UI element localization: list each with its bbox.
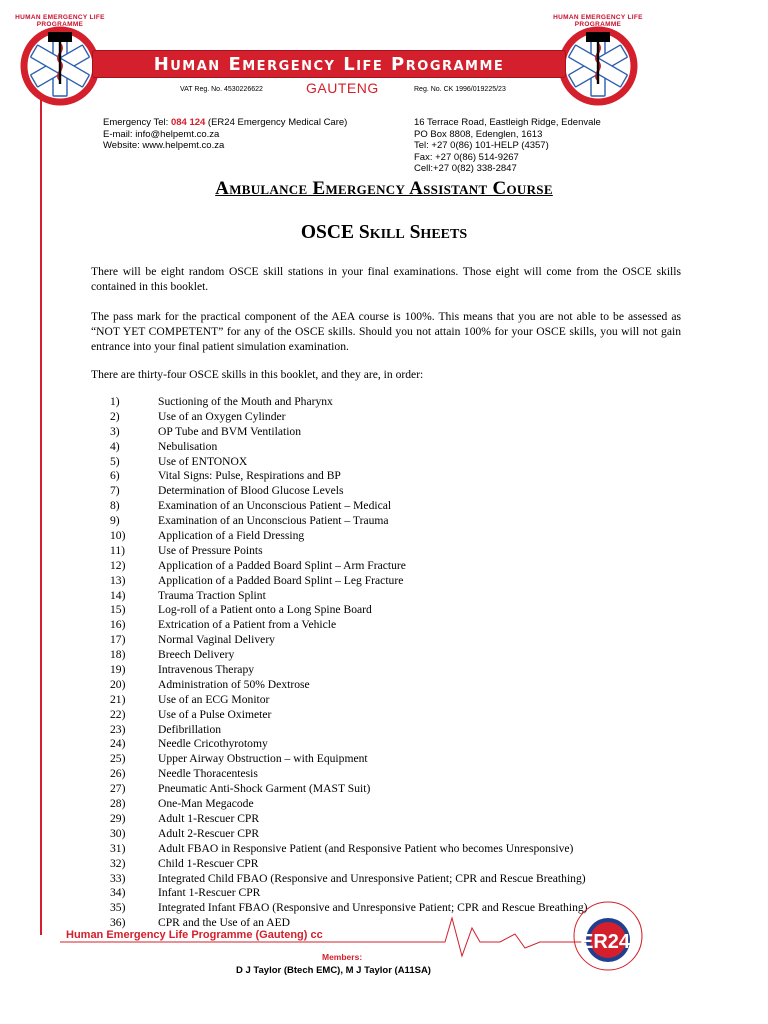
list-item xyxy=(110,469,588,484)
er24-logo-icon xyxy=(572,900,644,972)
list-item-label: Breech Delivery xyxy=(158,648,235,662)
list-item xyxy=(110,827,588,842)
list-item-number: 10) xyxy=(110,529,126,543)
list-item-label: Use of an Oxygen Cylinder xyxy=(158,409,286,423)
intro-paragraph-1: There will be eight random OSCE skill stations in your final examinations. Those eight will come from the OSCE skills contained in this booklet. xyxy=(91,265,681,293)
list-item-number: 13) xyxy=(110,573,126,587)
list-item-number: 29) xyxy=(110,811,126,825)
list-item-number: 18) xyxy=(110,648,126,662)
list-item-number: 8) xyxy=(110,499,120,513)
list-item-label: Use of an ECG Monitor xyxy=(158,692,270,706)
list-item xyxy=(110,455,588,470)
list-item xyxy=(110,559,588,574)
list-item xyxy=(110,812,588,827)
list-item xyxy=(110,663,588,678)
list-item-number: 5) xyxy=(110,454,120,468)
list-item-label: Upper Airway Obstruction – with Equipment xyxy=(158,752,368,766)
list-item-label: Defibrillation xyxy=(158,722,222,736)
list-item-number: 4) xyxy=(110,439,120,453)
header-banner xyxy=(92,50,566,78)
email-line: E-mail: info@helpemt.co.za xyxy=(103,128,220,140)
list-item-number: 32) xyxy=(110,856,126,870)
list-item-number: 19) xyxy=(110,663,126,677)
list-item-number: 34) xyxy=(110,886,126,900)
list-item xyxy=(110,574,588,589)
list-item-number: 9) xyxy=(110,514,120,528)
list-item-number: 27) xyxy=(110,782,126,796)
list-item-number: 23) xyxy=(110,722,126,736)
list-item-label: Vital Signs: Pulse, Respirations and BP xyxy=(158,469,341,483)
contact-right xyxy=(414,117,601,175)
list-item xyxy=(110,603,588,618)
list-item-number: 25) xyxy=(110,752,126,766)
list-item xyxy=(110,767,588,782)
list-item xyxy=(110,797,588,812)
footer-organisation: Human Emergency Life Programme (Gauteng) cc xyxy=(66,929,323,941)
list-item xyxy=(110,618,588,633)
fax-line: Fax: +27 0(86) 514-9267 xyxy=(414,151,519,163)
list-item xyxy=(110,648,588,663)
list-item-label: Determination of Blood Glucose Levels xyxy=(158,484,344,498)
list-item-label: Extrication of a Patient from a Vehicle xyxy=(158,618,337,632)
list-item-number: 36) xyxy=(110,916,126,930)
list-item xyxy=(110,499,588,514)
list-item-number: 14) xyxy=(110,588,126,602)
footer-members: D J Taylor (Btech EMC), M J Taylor (A11SA) xyxy=(236,965,431,976)
list-item-label: Adult FBAO in Responsive Patient (and Responsive Patient who becomes Unresponsive) xyxy=(158,841,574,855)
list-item-number: 16) xyxy=(110,618,126,632)
logo-arc-text: HUMAN EMERGENCY LIFE PROGRAMME xyxy=(15,14,105,28)
list-item xyxy=(110,633,588,648)
list-item-label: Adult 1-Rescuer CPR xyxy=(158,811,260,825)
list-item-number: 24) xyxy=(110,737,126,751)
tel-line: Tel: +27 0(86) 101-HELP (4357) xyxy=(414,140,549,151)
list-item xyxy=(110,723,588,738)
address-line-2: PO Box 8808, Edenglen, 1613 xyxy=(414,128,543,140)
list-item xyxy=(110,514,588,529)
list-item xyxy=(110,544,588,559)
list-item-number: 3) xyxy=(110,424,120,438)
list-item xyxy=(110,782,588,797)
list-item xyxy=(110,440,588,455)
list-item-label: Adult 2-Rescuer CPR xyxy=(158,826,260,840)
cell-line: Cell:+27 0(82) 338-2847 xyxy=(414,163,517,174)
er24-logo xyxy=(572,900,644,972)
intro-paragraph-3: There are thirty-four OSCE skills in this booklet, and they are, in order: xyxy=(91,368,424,381)
logo-arc-text: HUMAN EMERGENCY LIFE PROGRAMME xyxy=(553,14,643,28)
list-item-label: Administration of 50% Dextrose xyxy=(158,677,310,691)
list-item-label: Child 1-Rescuer CPR xyxy=(158,856,259,870)
list-item-label: One-Man Megacode xyxy=(158,797,254,811)
region-label: GAUTENG xyxy=(306,80,379,96)
banner-title: Human Emergency Life Programme xyxy=(153,54,505,75)
list-item-label: Log-roll of a Patient onto a Long Spine Board xyxy=(158,603,372,617)
list-item xyxy=(110,410,588,425)
list-item-number: 17) xyxy=(110,633,126,647)
list-item xyxy=(110,678,588,693)
list-item-label: Application of a Field Dressing xyxy=(158,529,305,543)
list-item-label: Examination of an Unconscious Patient – Medical xyxy=(158,499,392,513)
list-item-number: 6) xyxy=(110,469,120,483)
registration-number: Reg. No. CK 1996/019225/23 xyxy=(414,86,506,93)
website-line: Website: www.helpemt.co.za xyxy=(103,140,225,151)
list-item xyxy=(110,529,588,544)
list-item-label: Application of a Padded Board Splint – Leg Fracture xyxy=(158,573,404,587)
list-item-label: Use of a Pulse Oximeter xyxy=(158,707,272,721)
list-item xyxy=(110,737,588,752)
list-item xyxy=(110,857,588,872)
list-item-number: 1) xyxy=(110,395,120,408)
ecg-trace-icon xyxy=(0,912,620,962)
skills-list xyxy=(110,395,588,931)
er24-text: ER24 xyxy=(579,931,631,953)
list-item-label: Normal Vaginal Delivery xyxy=(158,633,275,647)
list-item-label: Infant 1-Rescuer CPR xyxy=(158,886,261,900)
list-item-number: 15) xyxy=(110,603,126,617)
list-item xyxy=(110,484,588,499)
page-title: Ambulance Emergency Assistant Course xyxy=(215,178,553,199)
list-item-number: 31) xyxy=(110,841,126,855)
list-item-label: Examination of an Unconscious Patient – Trauma xyxy=(158,514,389,528)
list-item-number: 12) xyxy=(110,558,126,572)
list-item-label: Needle Thoracentesis xyxy=(158,767,258,781)
list-item-number: 7) xyxy=(110,484,120,498)
list-item-number: 30) xyxy=(110,826,126,840)
list-item-number: 20) xyxy=(110,677,126,691)
emergency-line: Emergency Tel: 084 124 (ER24 Emergency Medical Care) xyxy=(103,117,348,128)
list-item-label: Needle Cricothyrotomy xyxy=(158,737,268,751)
list-item-number: 35) xyxy=(110,901,126,915)
list-item xyxy=(110,425,588,440)
list-item-label: Pneumatic Anti-Shock Garment (MAST Suit) xyxy=(158,782,371,796)
contact-left xyxy=(103,117,347,152)
list-item-number: 28) xyxy=(110,797,126,811)
list-item-label: CPR and the Use of an AED xyxy=(158,916,291,930)
intro-paragraph-2: The pass mark for the practical component of the AEA course is 100%. This means that you are not able to be assessed as “NOT YET COMPETENT” for any of the OSCE skills. Should you not attain 100% for your OSCE skills, you will not gain entrance into your final patient simulation examination. xyxy=(91,310,681,353)
list-item-number: 2) xyxy=(110,409,120,423)
list-item-number: 21) xyxy=(110,692,126,706)
address-line-1: 16 Terrace Road, Eastleigh Ridge, Edenvale xyxy=(414,117,601,128)
list-item xyxy=(110,589,588,604)
list-item-label: Application of a Padded Board Splint – Arm Fracture xyxy=(158,558,406,572)
list-item xyxy=(110,886,588,901)
list-item-label: Integrated Infant FBAO (Responsive and Unresponsive Patient; CPR and Rescue Breathing) xyxy=(158,901,588,915)
list-item xyxy=(110,872,588,887)
list-item-label: OP Tube and BVM Ventilation xyxy=(158,424,302,438)
list-item-number: 33) xyxy=(110,871,126,885)
list-item-label: Integrated Child FBAO (Responsive and Unresponsive Patient; CPR and Rescue Breathing) xyxy=(158,871,586,885)
list-item-label: Trauma Traction Splint xyxy=(158,588,266,602)
list-item xyxy=(110,708,588,723)
page-subtitle: OSCE Skill Sheets xyxy=(300,222,468,243)
list-item-number: 26) xyxy=(110,767,126,781)
vat-number: VAT Reg. No. 4530226622 xyxy=(180,86,263,93)
list-item-label: Use of Pressure Points xyxy=(158,543,263,557)
list-item xyxy=(110,395,588,410)
list-item-number: 11) xyxy=(110,543,126,557)
list-item-label: Suctioning of the Mouth and Pharynx xyxy=(158,395,333,408)
list-item xyxy=(110,842,588,857)
list-item-number: 22) xyxy=(110,707,126,721)
list-item-label: Intravenous Therapy xyxy=(158,663,255,677)
footer-members-label: Members: xyxy=(322,952,363,962)
list-item xyxy=(110,752,588,767)
emergency-number: 084 124 xyxy=(170,117,206,128)
list-item-label: Nebulisation xyxy=(158,439,218,453)
list-item xyxy=(110,693,588,708)
list-item-label: Use of ENTONOX xyxy=(158,454,248,468)
